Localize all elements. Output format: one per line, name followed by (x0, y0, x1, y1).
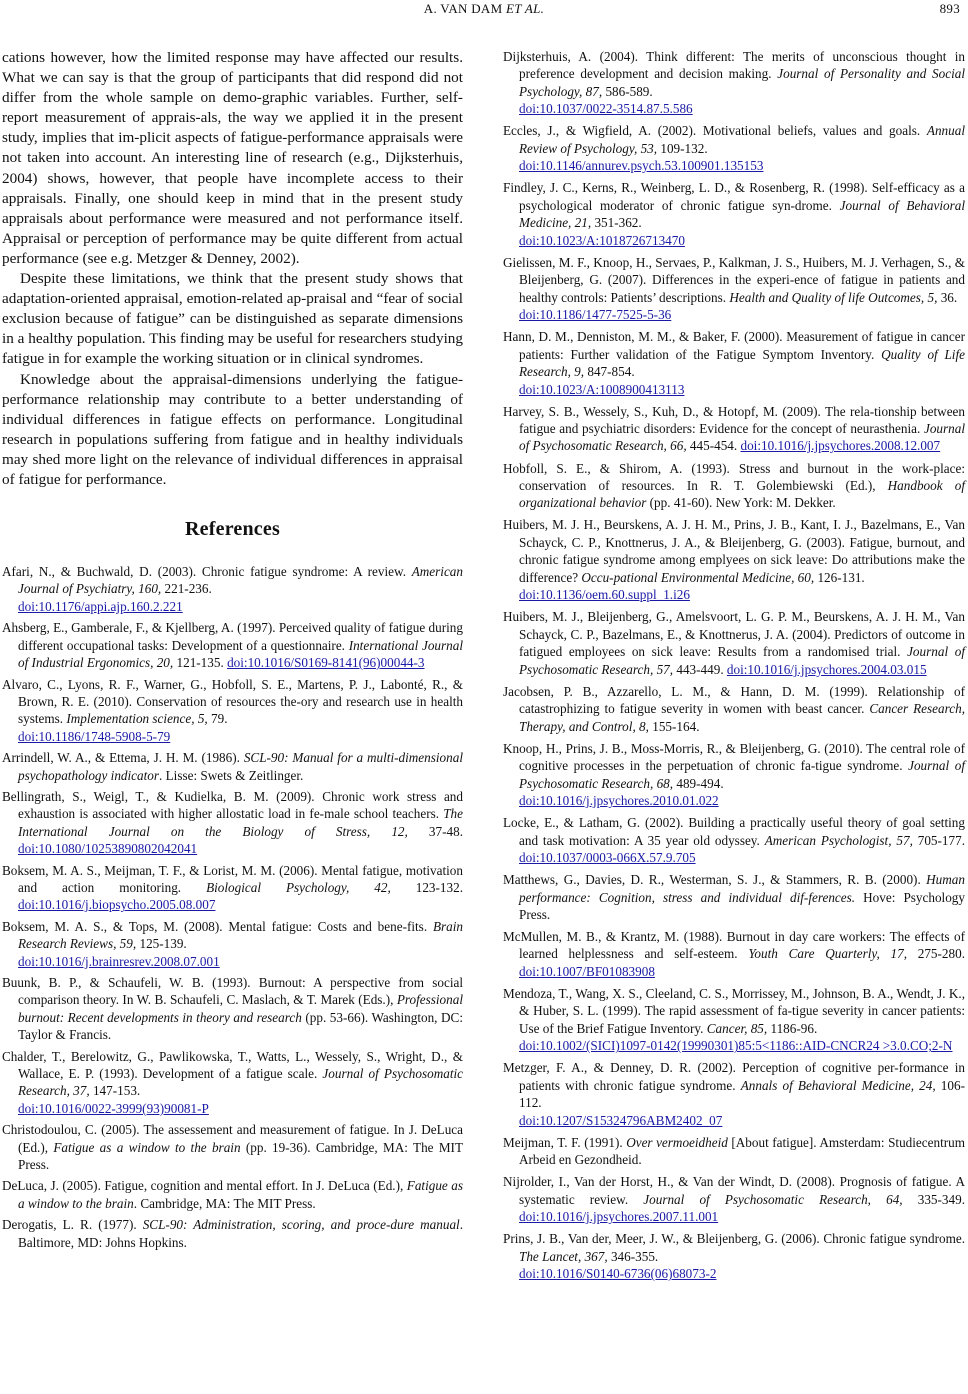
reference-text: Huibers, M. J., Bleijenberg, G., Amelsvoort, L. G. P. M., Beurskens, A. J. H. M., Van Schayck, C. P., Bazelmans, E., & Knottnerus, J. A. (2004). Predictors of outcome in fatigued employees on sick leave: Results from a randomised trial. (503, 609, 965, 660)
reference-text: Dijksterhuis, A. (2004). Think different: The merits of unconscious thought in preference development and decision making. (503, 49, 965, 82)
reference-source: Journal of Psychosomatic Research, 64, (643, 1191, 903, 1207)
doi-link[interactable]: doi:10.1136/oem.60.suppl_1.i26 (519, 587, 690, 603)
reference-source: American Psychologist, 57, (764, 832, 913, 848)
reference-text: Christodoulou, C. (2005). The assessement and measurement of fatigue. In J. DeLuca (Ed.), (2, 1122, 463, 1155)
reference-pages: 109-132. (657, 140, 708, 156)
reference-entry (503, 1173, 965, 1225)
reference-pages: 37-48. (407, 823, 463, 839)
reference-entry (2, 1121, 463, 1173)
reference-text: Alvaro, C., Lyons, R. F., Warner, G., Hobfoll, S. E., Martens, P. J., Labonté, R., & Brown, R. E. (2010). Conservation of resources the-ory and research use in health systems. (2, 676, 463, 727)
left-column (2, 48, 463, 1255)
reference-pages: (pp. 41-60). New York: M. Dekker. (646, 495, 836, 511)
reference-text: Bellingrath, S., Weigl, T., & Kudielka, B. M. (2009). Chronic work stress and exhaustion is associated with higher allostatic load in fe-male school teachers. (2, 788, 463, 822)
reference-pages: 445-454. (686, 438, 741, 454)
reference-source: Human performance: Cognition, stress and individual dif-ferences. (519, 872, 965, 905)
reference-entry (2, 563, 463, 615)
doi-link[interactable]: doi:10.1146/annurev.psych.53.100901.135153 (519, 158, 764, 174)
reference-text: Gielissen, M. F., Knoop, H., Servaes, P., Kalkman, J. S., Huibers, M. J. Verhagen, S., & Bleijenberg, G. (2007). Differences in the experi-ence of fatigue in patients and healthy controls: Patients’ descriptions. (503, 254, 965, 305)
reference-entry (503, 608, 965, 678)
reference-pages: 346-355. (607, 1248, 659, 1264)
reference-entry (503, 516, 965, 603)
reference-pages: 275-280. (907, 946, 965, 962)
reference-text: McMullen, M. B., & Krantz, M. (1988). Burnout in day care workers: The effects of learned helplessness and self-esteem. (503, 929, 965, 962)
reference-pages: Hove: Psychology Press. (519, 889, 965, 922)
reference-text: Chalder, T., Berelowitz, G., Pawlikowska, T., Watts, L., Wessely, S., Wright, D., & Wallace, E. P. (1993). Development of a fatigue scale. (2, 1048, 463, 1082)
reference-pages: 79. (207, 711, 228, 727)
doi-link[interactable]: doi:10.1016/j.biopsycho.2005.08.007 (18, 897, 216, 913)
reference-text: DeLuca, J. (2005). Fatigue, cognition and mental effort. In J. DeLuca (Ed.), (2, 1178, 407, 1194)
reference-entry (2, 862, 463, 914)
running-authors-etal: ET AL. (506, 1, 545, 16)
doi-link[interactable]: doi:10.1016/j.brainresrev.2008.07.001 (18, 953, 220, 969)
reference-text: Ahsberg, E., Gamberale, F., & Kjellberg, A. (1997). Perceived quality of fatigue during different occupational tasks: Development of a questionnaire. (2, 620, 463, 653)
page-number: 893 (939, 1, 960, 16)
doi-link[interactable]: doi:10.1016/S0169-8141(96)00044-3 (227, 655, 425, 671)
reference-text: Hann, D. M., Denniston, M. M., & Baker, F. (2000). Measurement of fatigue in cancer patients: Further validation of the Fatigue Symptom Inventory. (503, 329, 965, 362)
reference-entry (2, 619, 463, 671)
reference-pages: (pp. 53-66). Washington, DC: Taylor & Francis. (18, 1009, 463, 1043)
reference-entry (503, 928, 965, 980)
doi-link[interactable]: doi:10.1016/S0140-6736(06)68073-2 (519, 1266, 717, 1282)
reference-pages: [About fatigue]. Amsterdam: Studiecentrum Arbeid en Gezondheid. (519, 1134, 965, 1168)
reference-source: Journal of Personality and Social Psychology, 87, (519, 66, 965, 99)
reference-pages: 125-139. (136, 936, 187, 952)
reference-list-right (503, 48, 965, 1283)
reference-entry (503, 1230, 965, 1282)
reference-text: Jacobsen, P. B., Azzarello, L. M., & Hann, D. M. (1999). Relationship of catastrophizing to fatigue severity in women with beast cancer. (503, 683, 965, 717)
reference-pages: 705-177. (912, 832, 965, 848)
doi-link[interactable]: doi:10.1207/S15324796ABM2402_07 (519, 1112, 723, 1128)
reference-pages: 126-131. (814, 569, 865, 585)
reference-text: Boksem, M. A. S., Meijman, T. F., & Lorist, M. M. (2006). Mental fatigue, motivation and action monitoring. (2, 862, 463, 895)
reference-source: Quality of Life Research, 9, (519, 346, 965, 380)
reference-text: Derogatis, L. R. (1977). (2, 1217, 143, 1233)
reference-source: Fatigue as a window to the brain (18, 1178, 463, 1211)
reference-text: Metzger, F. A., & Denney, D. R. (2002). Perception of cognitive per-formance in patients with chronic fatigue syndrome. (503, 1060, 965, 1093)
doi-link[interactable]: doi:10.1186/1748-5908-5-79 (18, 728, 171, 744)
doi-link[interactable]: doi:10.1186/1477-7525-5-36 (519, 307, 672, 323)
reference-text: Buunk, B. P., & Schaufeli, W. B. (1993). Burnout: A perspective from social comparison theory. In W. B. Schaufeli, C. Maslach, & T. Marek (Eds.), (2, 975, 463, 1008)
reference-entry (2, 788, 463, 858)
reference-entry (503, 254, 965, 324)
reference-text: Matthews, G., Davies, D. R., Westerman, S. J., & Stammers, R. B. (2000). (503, 872, 927, 888)
reference-source: Cancer, 85, (706, 1020, 768, 1036)
reference-source: Cancer Research, Therapy, and Control, 8, (519, 701, 965, 734)
reference-text: Nijrolder, I., Van der Horst, H., & Van der Windt, D. (2008). Prognosis of fatigue. A systematic review. (503, 1174, 965, 1207)
reference-pages: 155-164. (648, 718, 700, 734)
doi-link[interactable]: doi:10.1007/BF01083908 (519, 963, 655, 979)
reference-source: International Journal of Industrial Ergonomics, 20, (18, 637, 464, 671)
reference-entry (503, 814, 965, 866)
reference-pages: 147-153. (89, 1083, 141, 1099)
reference-source: Handbook of organizational behavior (519, 477, 965, 511)
reference-entry (2, 1177, 463, 1212)
reference-entry (503, 122, 965, 174)
doi-link[interactable]: doi:10.1080/10253890802042041 (18, 841, 198, 857)
reference-pages: . Baltimore, MD: Johns Hopkins. (18, 1217, 463, 1250)
reference-text: Eccles, J., & Wigfield, A. (2002). Motivational beliefs, values and goals. (503, 123, 927, 139)
reference-entry (503, 328, 965, 398)
reference-source: Journal of Psychosomatic Research, 57, (519, 644, 965, 677)
reference-pages: 1186-96. (767, 1020, 818, 1036)
body-paragraph: Despite these limitations, we think that the present study shows that adaptation-oriented appraisal, emotion-related ap-praisal and “fear of social exclusion because of fatigue” can be distinguished as separate dimensions in a healthy population. This finding may be useful for researchers studying fatigue in for example the working situation or in clinical syndromes. (2, 270, 463, 368)
doi-link[interactable]: doi:10.1016/j.jpsychores.2004.03.015 (726, 661, 927, 677)
reference-entry (503, 48, 965, 118)
reference-pages: 106-112. (519, 1077, 965, 1111)
reference-source: Brain Research Reviews, 59, (18, 918, 463, 952)
doi-link[interactable]: doi:10.1023/A:1008900413113 (519, 381, 685, 397)
doi-link[interactable]: doi:10.1037/0003-066X.57.9.705 (519, 850, 696, 866)
reference-pages: 335-349. (902, 1191, 965, 1207)
reference-source: Over vermoeidheid (626, 1134, 728, 1150)
reference-source: Journal of Psychosomatic Research, 68, (519, 758, 965, 791)
reference-text: Findley, J. C., Kerns, R., Weinberg, L. D., & Rosenberg, R. (1998). Self-efficacy as a psychological moderator of chronic fatigue syn-drome. (503, 180, 965, 213)
doi-link[interactable]: doi:10.1176/appi.ajp.160.2.221 (18, 598, 183, 614)
reference-entry (2, 676, 463, 746)
doi-link[interactable]: doi:10.1016/j.jpsychores.2007.11.001 (519, 1209, 719, 1225)
reference-source: Annals of Behavioral Medicine, 24, (740, 1077, 936, 1093)
reference-text: Afari, N., & Buchwald, D. (2003). Chronic fatigue syndrome: A review. (2, 564, 412, 580)
reference-text: Locke, E., & Latham, G. (2002). Building a practically useful theory of goal setting and task motivation: A 35 year old odyssey. (503, 815, 965, 848)
reference-source: SCL-90: Manual for a multi-dimensional psychopathology indicator (18, 750, 463, 783)
reference-entry (503, 460, 965, 512)
reference-source: Youth Care Quarterly, 17, (748, 946, 908, 962)
reference-entry (503, 740, 965, 810)
reference-source: American Journal of Psychiatry, 160, (18, 564, 463, 597)
reference-pages: 36. (937, 289, 958, 305)
running-authors: A. VAN DAM (423, 1, 503, 16)
running-title (0, 1, 968, 17)
doi-link[interactable]: doi:10.1023/A:1018726713470 (519, 232, 685, 248)
body-paragraph: Knowledge about the appraisal-dimensions underlying the fatigue-performance relationship may contribute to a better understanding of individual differences in fatigue effects on performance. Longitudinal research in populations suffering from fatigue and in healthy individuals may shed more light on the relevance of individual differences in appraisal of fatigue for performance. (2, 370, 463, 488)
reference-pages: (pp. 19-36). Cambridge, MA: The MIT Press. (18, 1139, 463, 1173)
reference-pages: 351-362. (591, 215, 642, 231)
reference-entry (503, 871, 965, 923)
reference-text: Arrindell, W. A., & Ettema, J. H. M. (1986). (2, 750, 244, 766)
reference-pages: 586-589. (602, 83, 653, 99)
reference-source: Health and Quality of life Outcomes, 5, (729, 289, 938, 305)
reference-pages: 443-449. (673, 661, 727, 677)
reference-entry (503, 985, 965, 1055)
reference-text: Hobfoll, S. E., & Shirom, A. (1993). Stress and burnout in the work-place: conservation of resources. In R. T. Golembiewski (Ed.), (503, 460, 965, 493)
reference-entry (2, 1048, 463, 1118)
reference-source: Journal of Behavioral Medicine, 21, (519, 197, 965, 231)
reference-text: Knoop, H., Prins, J. B., Moss-Morris, R., & Bleijenberg, G. (2010). The central role of cognitive processes in the perpetuation of chronic fa-tigue syndrome. (503, 740, 965, 774)
reference-entry (503, 403, 965, 455)
reference-source: Implementation science, 5, (66, 711, 208, 727)
reference-list-left (2, 563, 463, 1251)
running-header (0, 0, 968, 22)
doi-link[interactable]: doi:10.1016/0022-3999(93)90081-P (18, 1100, 209, 1116)
right-column (503, 48, 965, 1287)
reference-entry (2, 918, 463, 970)
doi-link[interactable]: doi:10.1037/0022-3514.87.5.586 (519, 101, 693, 117)
reference-source: Journal of Psychosomatic Research, 66, (519, 421, 965, 454)
reference-text: Meijman, T. F. (1991). (503, 1134, 627, 1150)
body-text (2, 48, 463, 490)
body-paragraph: cations however, how the limited response may have affected our results. What we can say is that the group of participants that did respond did not differ from the whole sample on demo-graphic variables. Further, self-report measurement of apprais-als, the way we applied it in the present study, implies that im-plicit aspects of fatigue-performance appraisals were not taken into account. An interesting line of research (e.g., Dijksterhuis, 2004) shows, however, that people have incomplete access to their appraisals. Finally, one should keep in mind that in the present study appraisals about performance were measured and not performance itself. Appraisal or perception of performance may be quite different from actual performance (see e.g. Metzger & Denney, 2002). (2, 49, 463, 267)
reference-text: Harvey, S. B., Wessely, S., Kuh, D., & Hotopf, M. (2009). The rela-tionship between fatigue and psychiatric disorders: Evidence for the concept of neurasthenia. (503, 403, 965, 437)
reference-entry (2, 1216, 463, 1251)
reference-source: Professional burnout: Recent developments in theory and research (18, 992, 463, 1025)
reference-entry (503, 683, 965, 735)
reference-entry (503, 179, 965, 249)
reference-pages: 847-854. (584, 364, 635, 380)
reference-source: Occu-pational Environmental Medicine, 60, (581, 569, 815, 585)
reference-source: Fatigue as a window to the brain (53, 1139, 241, 1155)
reference-source: The Lancet, 367, (519, 1248, 608, 1264)
doi-link[interactable]: doi:10.1016/j.jpsychores.2008.12.007 (740, 438, 941, 454)
references-heading: References (185, 518, 280, 541)
reference-pages: 121-135. (173, 655, 228, 671)
reference-source: SCL-90: Administration, scoring, and proce-dure manual (142, 1217, 460, 1233)
doi-link[interactable]: doi:10.1002/(SICI)1097-0142(19990301)85:5<1186::AID-CNCR24 >3.0.CO;2-N (519, 1038, 953, 1054)
reference-pages: 221-236. (161, 581, 212, 597)
reference-source: The International Journal on the Biology of Stress, 12, (18, 806, 463, 839)
reference-entry (2, 974, 463, 1044)
reference-source: Annual Review of Psychology, 53, (519, 123, 965, 156)
reference-entry (503, 1059, 965, 1129)
reference-text: Huibers, M. J. H., Beurskens, A. J. H. M., Prins, J. B., Kant, I. J., Bazelmans, E., Van Schayck, C. P., Knottnerus, J. A., & Bleijenberg, G. (2003). Fatigue, burnout, and chronic fatigue syndrome among emplyees on sick leave: Do attributions make the difference? (503, 517, 965, 585)
reference-pages: . Cambridge, MA: The MIT Press. (133, 1195, 316, 1211)
reference-pages: 489-494. (673, 775, 724, 791)
reference-pages: 123-132. (390, 879, 463, 895)
reference-entry (2, 749, 463, 784)
reference-source: Biological Psychology, 42, (206, 879, 391, 895)
reference-text: Mendoza, T., Wang, X. S., Cleeland, C. S., Morrissey, M., Johnson, B. A., Wendt, J. K., & Huber, S. L. (1999). The rapid assessment of fa-tigue severity in cancer patients: Use of the Brief Fatigue Inventory. (503, 985, 965, 1036)
doi-link[interactable]: doi:10.1016/j.jpsychores.2010.01.022 (519, 793, 719, 809)
reference-source: Journal of Psychosomatic Research, 37, (18, 1066, 463, 1099)
reference-entry (503, 1134, 965, 1169)
reference-text: Boksem, M. A. S., & Tops, M. (2008). Mental fatigue: Costs and bene-fits. (2, 918, 433, 934)
reference-pages: . Lisse: Swets & Zeitlinger. (159, 767, 304, 783)
reference-text: Prins, J. B., Van der, Meer, J. W., & Bleijenberg, G. (2006). Chronic fatigue syndrome. (503, 1231, 965, 1247)
